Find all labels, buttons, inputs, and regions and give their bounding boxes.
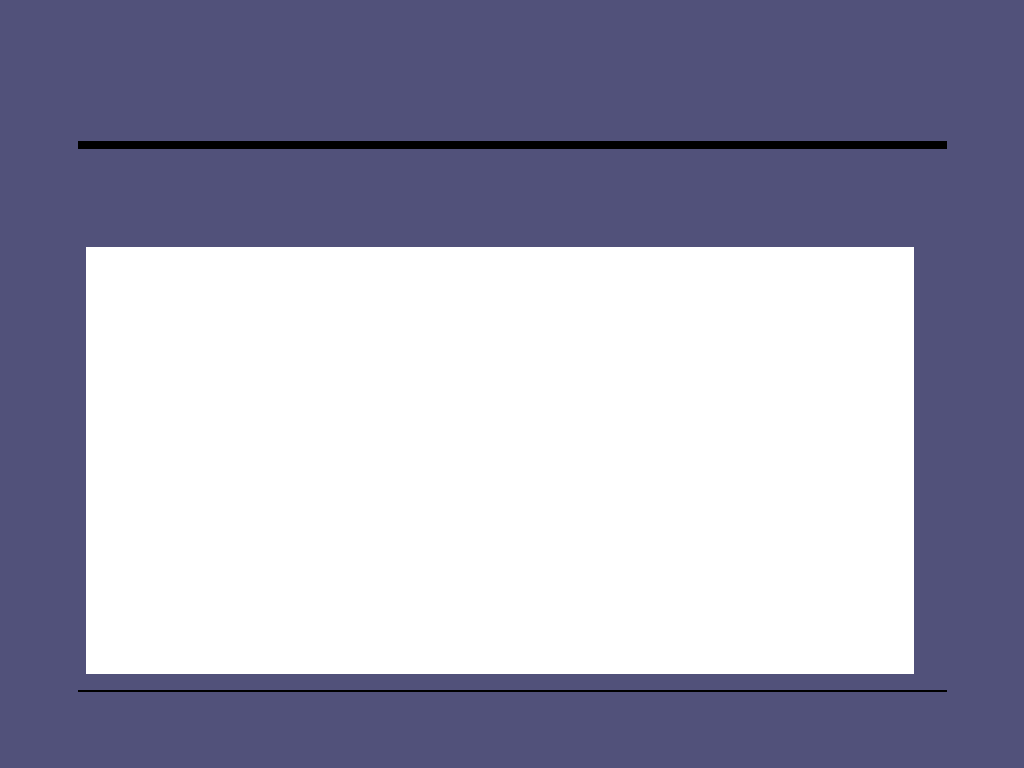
title-divider — [78, 141, 947, 149]
footer-divider — [78, 690, 947, 692]
flags-register-diagram — [86, 247, 914, 674]
flags-register-figure — [86, 247, 914, 674]
